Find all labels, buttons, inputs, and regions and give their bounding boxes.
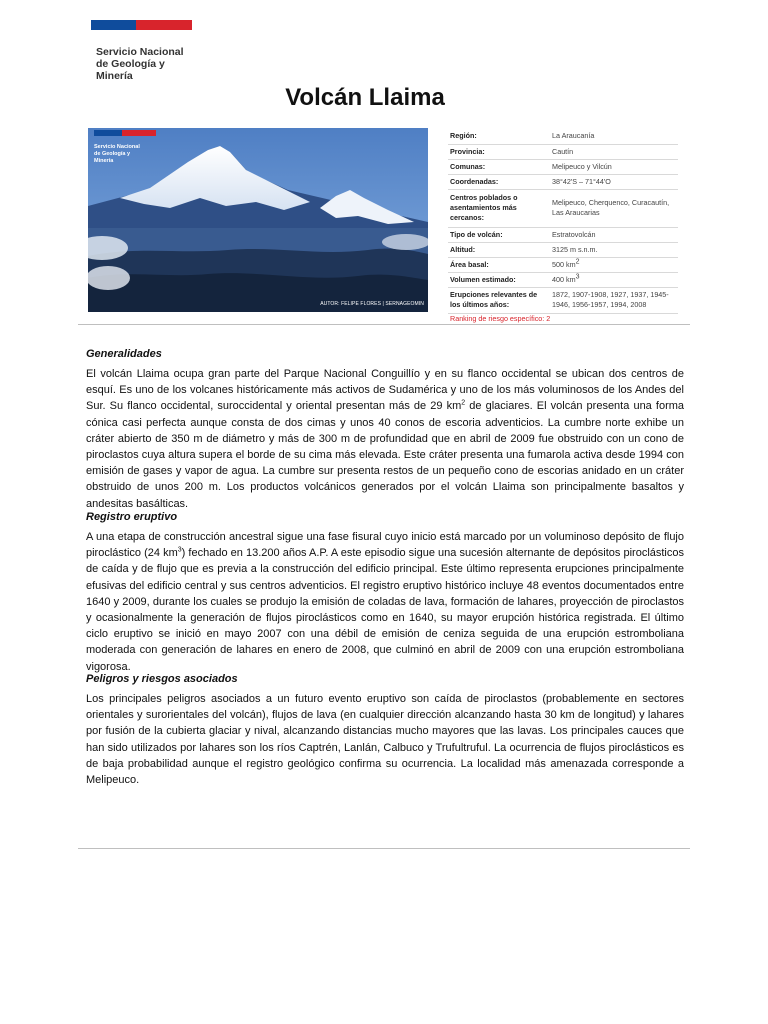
info-row <box>448 128 678 144</box>
volcano-info-table <box>448 128 678 325</box>
info-value: Melipeuco, Cherquenco, Curacautín, Las Araucarias <box>550 189 678 227</box>
info-label: Erupciones relevantes de los últimos años: <box>448 287 550 313</box>
section-heading-peligros: Peligros y riesgos asociados <box>86 673 238 685</box>
volume-value: 400 km <box>552 274 576 284</box>
info-row <box>448 287 678 313</box>
risk-ranking: Ranking de riesgo específico: 2 <box>450 314 551 324</box>
info-value: 3125 m s.n.m. <box>550 242 678 257</box>
info-row <box>448 242 678 257</box>
photo-logo-line: Servicio Nacional <box>94 144 140 150</box>
paragraph-registro <box>86 529 684 675</box>
info-value: La Araucanía <box>550 128 678 144</box>
info-row <box>448 144 678 159</box>
info-label: Región: <box>448 128 550 144</box>
paragraph-text: ) fechado en 13.200 años A.P. A este episodio sigue una sucesión alternante de depósitos piroclásticos de caída y de flujo que es previa a la construcción del edificio principal. Este último representa erupciones principalmente efusivas del edificio central y sus centros adventicios. El registro eruptivo histórico incluye 48 eventos documentados entre 1640 y 2009, durante los cuales se produjo la emisión de coladas de lava, formación de lahares, proyección de piroclastos y ocasionalmente la generación de flujos piroclásticos como en 1640, su mayor erupción histórica registrada. El último ciclo eruptivo se inició en mayo 2007 con una débil de emisión de ceniza seguida de una erupción estromboliana moderada con generación de lahares en enero de 2008, que culminó en abril de 2009 con una erupción estromboliana vigorosa. <box>86 547 684 673</box>
info-label: Provincia: <box>448 144 550 159</box>
info-value: Estratovolcán <box>550 227 678 242</box>
info-row <box>448 159 678 174</box>
paragraph-text: A una etapa de construcción ancestral sigue una fase fisural cuyo inicio está marcado por un voluminoso depósito de flujo piroclástico (24 km <box>86 531 684 560</box>
logo-line: Minería <box>96 70 133 82</box>
info-label: Coordenadas: <box>448 174 550 189</box>
paragraph-peligros: Los principales peligros asociados a un futuro evento eruptivo son caída de piroclastos (probablemente en sectores orientales y surorientales del volcán), flujos de lava (en cualquier dirección alcanzando hasta 30 km de longitud) y lahares por fusión de la cubierta glaciar y nival, alcanzando distancias mucho mayores que las lavas. Los principales cauces que han sido utilizados por lahares son los ríos Captrén, Lanlán, Calbuco y Trufultruful. La ocurrencia de flujos piroclásticos es de baja probabilidad aunque el registro geológico confirma su ocurrencia. La localidad más amenazada corresponde a Melipeuco. <box>86 693 684 787</box>
info-label: Centros poblados o asentamientos más cercanos: <box>448 189 550 227</box>
logo-red-block <box>136 20 192 30</box>
photo-logo-line: Minería <box>94 158 114 164</box>
info-value: 38°42'S – 71°44'O <box>550 174 678 189</box>
volume-unit-exponent: 3 <box>575 273 580 281</box>
info-row <box>448 174 678 189</box>
volcano-photo <box>88 128 428 312</box>
divider-top <box>78 324 690 325</box>
info-value: Melipeuco y Vilcún <box>550 159 678 174</box>
area-unit-exponent: 2 <box>575 258 580 266</box>
info-value <box>550 272 678 287</box>
section-heading-generalidades: Generalidades <box>86 348 162 360</box>
logo-line: Servicio Nacional <box>96 46 184 58</box>
logo-line: de Geología y <box>96 58 165 70</box>
logo-color-bar <box>91 20 192 30</box>
document-title: Volcán Llaima <box>285 84 445 111</box>
paragraph-text: El volcán Llaima ocupa gran parte del Parque Nacional Conguillío y en su flanco occidental se ubican dos centros de esquí. Es uno de los volcanes históricamente más activos de Sudamérica y uno de los más voluminosos de los Andes del Sur. Su flanco occidental, suroccidental y oriental presentan más de 29 km <box>86 368 684 413</box>
info-value <box>550 257 678 272</box>
superscript: 3 <box>177 546 182 554</box>
section-heading-registro: Registro eruptivo <box>86 511 178 523</box>
info-label: Volumen estimado: <box>448 272 550 287</box>
paragraph-generalidades <box>86 366 684 512</box>
photo-credit: AUTOR: FELIPE FLORES | SERNAGEOMIN <box>320 301 424 307</box>
logo-blue-block <box>91 20 136 30</box>
info-row <box>448 227 678 242</box>
superscript: 2 <box>461 399 466 407</box>
info-label: Comunas: <box>448 159 550 174</box>
institution-logo-text <box>96 46 216 82</box>
photo-logo-line: de Geología y <box>94 151 131 157</box>
info-label: Tipo de volcán: <box>448 227 550 242</box>
paragraph-text: de glaciares. El volcán presenta una forma cónica casi perfecta aunque consta de dos cimas y unos 40 conos de escoria adventicios. La cumbre norte exhibe un cráter abierto de 350 m de diámetro y más de 300 m de profundidad que en abril de 2009 fue obstruido con un cono de piroclastos cuya altura supera el borde de su cima más elevada. Este cráter presenta una fumarola activa desde 1994 con emisión de gases y vapor de agua. La cumbre sur presenta restos de un pequeño cono de escorias anidado en un cráter obstruido de unos 200 m. Los productos volcánicos generados por el volcán Llaima son principalmente basaltos y andesitas basálticas. <box>86 400 685 510</box>
info-value: Cautín <box>550 144 678 159</box>
info-row <box>448 257 678 272</box>
info-row <box>448 272 678 287</box>
area-value: 500 km <box>552 259 576 269</box>
info-label: Área basal: <box>448 257 550 272</box>
divider-bottom <box>78 848 690 849</box>
info-label: Altitud: <box>448 242 550 257</box>
info-value: 1872, 1907-1908, 1927, 1937, 1945-1946, 1956-1957, 1994, 2008 <box>550 287 678 313</box>
photo-watermark-logo <box>94 130 156 165</box>
info-row <box>448 189 678 227</box>
